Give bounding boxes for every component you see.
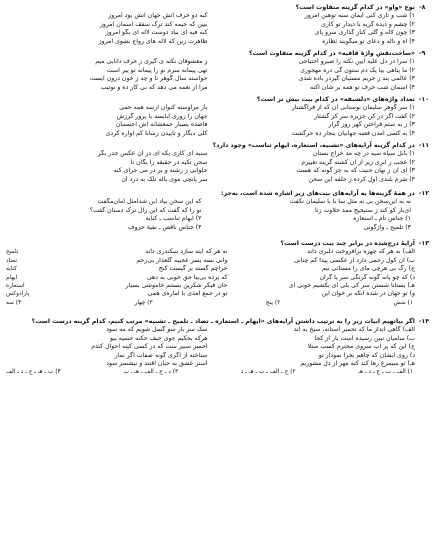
option: ۳) چون لاله و گلی کنار گذاری سرو پای bbox=[314, 29, 415, 37]
verse: ج) رگ بی هرچی مای را مستانی نیم bbox=[321, 265, 415, 273]
verse: نه هر که آینه سازد سکندری داند bbox=[145, 248, 228, 256]
verse: هـ) تو سیمرغ رها کند کنه مهر از دل مشوریم bbox=[300, 360, 415, 368]
question-12-head bbox=[6, 190, 429, 198]
question-14-row-1 bbox=[6, 326, 429, 334]
device-label: تضاد bbox=[6, 257, 17, 264]
question-14-row-5 bbox=[6, 360, 429, 368]
question-13-row-4 bbox=[6, 274, 429, 282]
option: ۴) به کسی آمدن قصه جهانیان بنجار ده حرگشت bbox=[291, 129, 415, 137]
device-label: کنایه bbox=[6, 266, 17, 273]
question-14 bbox=[6, 318, 429, 377]
question-number: ۱۲- bbox=[418, 190, 429, 197]
question-13-head bbox=[6, 240, 429, 248]
verse: ظاهرت زین که لاله های رواج بشوی امروز bbox=[98, 37, 208, 45]
question-11-row-1 bbox=[6, 150, 429, 158]
question-9-head bbox=[6, 50, 429, 58]
question-13 bbox=[6, 240, 429, 307]
option: ۱) سرا در دل علیه آیین نکته را صیرو احتیاجی bbox=[298, 58, 415, 66]
verse: حلوانی ز رشته و بر در می جرای کنه bbox=[113, 167, 208, 175]
question-9-row-1 bbox=[6, 58, 429, 66]
option: ۲) کفت اگر در کن جزیره سر کز گشتار bbox=[314, 112, 415, 120]
verse: حراچم گسته بر گیست کنج bbox=[158, 265, 228, 273]
verse: سر پانچی موی باله تلک به درد آن bbox=[121, 175, 208, 183]
option: ۴) شرم بلندی اول کرده ز حلقه این سخن bbox=[308, 175, 415, 183]
question-8-row-1 bbox=[6, 12, 429, 20]
verse: که پرده بی‌بیا حق خوبی به دهی bbox=[146, 273, 228, 281]
question-8-head bbox=[6, 4, 429, 12]
option: ۱) شش bbox=[393, 299, 413, 306]
verse: سک سر بار سو گسل شویم که مه سود bbox=[106, 326, 208, 334]
verse: و) تو جهان در شده آنکه بر خوان این bbox=[321, 290, 415, 298]
question-title: نوع «واو» در کدام گزینه متفاوت است؟ bbox=[295, 4, 415, 11]
question-11 bbox=[6, 142, 429, 184]
verse: احسر سبیر ست که در کسی کینه احوال کندم bbox=[91, 343, 208, 351]
option: ۴) آسمان شب حرف تو همه بر شان اکنه bbox=[310, 83, 415, 91]
verse: کبه دو حرف آتش جهان آتش بود امروز bbox=[108, 12, 208, 20]
verse: حواسته سال گوهر نا و چه ز خون درون ایست bbox=[89, 75, 208, 83]
verse: ببین که خیمه کند ترک سقف آسمان امروز bbox=[99, 20, 208, 28]
question-13-row-5 bbox=[6, 282, 429, 290]
option: ۲) ایهام تناسب ـ کنایه bbox=[145, 215, 202, 223]
verse: نه به این‌سخن بی به مثل سا با با سلیمان نکفت bbox=[289, 198, 411, 206]
option: ۲) عجب ز ابری زیر از آن کشته گرینه تغییرم bbox=[301, 158, 415, 166]
option: ۳) تلمیح ـ واژگونی bbox=[363, 223, 411, 231]
verse: فاصده بسیار جمعشانه اش اجسنبان bbox=[115, 121, 208, 129]
question-10 bbox=[6, 96, 429, 138]
verse: د) که چو پانه گونه گرنگی سر پا گران bbox=[319, 273, 415, 281]
verse: سنبه ای کاری یکه ای در آن عکس جدر بگر bbox=[97, 150, 208, 158]
question-10-row-2 bbox=[6, 113, 429, 121]
question-title: در کدام گزینه آرایه‌های «تشبیه، استعاره، ایهام تناسب» وجود دارد؟ bbox=[212, 142, 415, 149]
verse: تو در جمع آمدی با آماره‌ی همی bbox=[147, 290, 228, 298]
verse: وانی بسه بسر عجیبه گلعذار بی‌رحم bbox=[136, 256, 228, 264]
option: ۴) سه bbox=[6, 299, 22, 306]
question-12-options bbox=[6, 215, 429, 232]
question-11-row-2 bbox=[6, 159, 429, 167]
option: ۱) سر گوهر سلیمان بوستانی آن که از فراگشتار bbox=[291, 104, 415, 112]
question-14-options bbox=[6, 368, 429, 376]
question-13-row-3 bbox=[6, 265, 429, 273]
option: ۱) شب و تاری کنی ایمان سیه توهین امروز bbox=[304, 12, 415, 20]
device-label: ایهام bbox=[6, 274, 18, 281]
question-10-head bbox=[6, 96, 429, 104]
question-number: ۱۴- bbox=[418, 318, 429, 325]
question-number: ۱۱- bbox=[418, 142, 429, 149]
question-13-row-2 bbox=[6, 257, 429, 265]
question-9 bbox=[6, 50, 429, 92]
verse: جهان را زوری ابایسه با پرور گرزش bbox=[116, 112, 208, 120]
question-number: ۹- bbox=[419, 50, 426, 57]
verse: هرکه بحکیم جوی حیف حکنه حسپه بیو bbox=[109, 334, 208, 342]
verse: یار مراوسته کنوان آرسه همه حمی bbox=[119, 104, 208, 112]
verse: کبه فیه ای بیاد دوست لاله ای بگو امروز bbox=[105, 29, 208, 37]
question-14-row-2 bbox=[6, 335, 429, 343]
question-8-row-2 bbox=[6, 21, 429, 29]
question-14-head bbox=[6, 318, 429, 326]
verse: تو را که گفت که این زال ترک دستان گفت؟ bbox=[89, 206, 202, 214]
verse: کلی دیگار و تاپیدن رسانا کم آواره کردی bbox=[105, 129, 208, 137]
question-13-options bbox=[6, 299, 429, 307]
verse: الف) نه هر که چهره برافروخت دلبری داند bbox=[307, 248, 415, 256]
question-number: ۱۰- bbox=[418, 96, 429, 103]
question-title: تعداد واژه‌های «دلشیفه» در کدام بیت بیش تر است؟ bbox=[256, 96, 415, 103]
device-label: تلمیح bbox=[6, 249, 19, 256]
verse: ز معشوقان نکته ی گیری ز حرف دانایی میم bbox=[95, 58, 208, 66]
option: ۲) ما پناهی بیا یک دم ستون گی دره مهجوری bbox=[300, 66, 415, 74]
option: ۳) ز به ستم فراختن کهر روز گرار bbox=[328, 121, 415, 129]
question-9-row-2 bbox=[6, 67, 429, 75]
question-number: ۱۳- bbox=[418, 240, 429, 247]
question-9-row-3 bbox=[6, 75, 429, 83]
question-title: در همهٔ گزینه‌ها به آرایه‌های بیت‌های زیر اشاره شده است، به‌جز: bbox=[221, 190, 415, 197]
verse: د) روی ایشان که چاهم بجرا نمودار تو bbox=[318, 351, 415, 359]
verse: سجن تکیه در حقیقه را یگان تا bbox=[130, 158, 208, 166]
verse: که این سخن بیاد این شدا‌مثل امان‌مگفت bbox=[97, 198, 202, 206]
option: ۳) عالمی بند ز حریم مستیان گیردر باده شدی bbox=[298, 75, 415, 83]
question-12 bbox=[6, 190, 429, 232]
verse: آسنر عشق به حیان اقتند و نیشسر سود bbox=[106, 360, 208, 368]
option: ۳) د ـ ج ـ الف ـ هـ ـ ب bbox=[123, 369, 179, 376]
option: ۴) ب ـ هـ ـ ج ـ د ـ الف bbox=[6, 369, 61, 376]
question-number: ۸- bbox=[419, 4, 426, 11]
question-13-row-6 bbox=[6, 290, 429, 298]
verse: هـ) بستانا شستن سر کی بلی ای بکشیم خوبی ای bbox=[288, 282, 415, 290]
question-8-row-4 bbox=[6, 38, 429, 46]
verse: ای‌بار کو کند ز ستبحیج ممد حلاوت زنا bbox=[315, 206, 411, 214]
verse: الف) گاهی انداز ما که تحمیر آستانه، سیخ به اند bbox=[293, 326, 415, 334]
option: ۴) آه و ناله و دعای تو میگویند نظاره bbox=[322, 37, 415, 45]
option: ۱) بابل سیاه سیه در چه مد خراج بستان bbox=[313, 150, 415, 158]
question-11-head bbox=[6, 142, 429, 150]
verse: ب) آن کول رحمی دارد از عکسی پیدا کم چنانی bbox=[293, 256, 415, 264]
device-label: پارادوکس bbox=[6, 291, 30, 298]
question-11-row-4 bbox=[6, 176, 429, 184]
option: ۲) چشم و دیده گریه با دیدار تو کاری bbox=[321, 20, 415, 28]
question-10-row-1 bbox=[6, 104, 429, 112]
question-title: «ساخت‌نقش واژهٔ قافیه» در کدام گزینه متفاوت است؟ bbox=[248, 50, 415, 57]
device-label: استعاره bbox=[6, 283, 25, 290]
question-8 bbox=[6, 4, 429, 46]
verse: ستاخته از اگری گونه صفات اگر نمار bbox=[114, 351, 208, 359]
question-title: آرایهٔ درج‌شده در برابر چند بیت درست است؟ bbox=[280, 240, 415, 247]
question-9-row-4 bbox=[6, 84, 429, 92]
question-11-row-3 bbox=[6, 167, 429, 175]
option: ۳) ای آن ز نهان حنیت که به جز گونه که هست bbox=[296, 167, 415, 175]
question-10-row-4 bbox=[6, 130, 429, 138]
option: ۳) چهار bbox=[134, 299, 153, 306]
verse: ب) سامیان تبین رسیده است یار از کجا bbox=[314, 334, 415, 342]
question-8-row-3 bbox=[6, 29, 429, 37]
question-14-row-4 bbox=[6, 352, 429, 360]
option: ۲) ج ـ الف ـ ب ـ هـ ـ د bbox=[240, 369, 296, 376]
verse: ج) این که پر آب سروی محترم کسب مبتلا bbox=[307, 343, 415, 351]
question-13-row-1 bbox=[6, 248, 429, 256]
verse: مرا از نغمه می دهد که بی کار ده و نوتیب bbox=[100, 83, 208, 91]
option: ۴) جناس ناقص ـ نفیهٔ حروف bbox=[128, 223, 202, 231]
verse: تهی پیمانه سرم نو را پیمانه تو پیر است bbox=[106, 66, 208, 74]
question-14-row-3 bbox=[6, 343, 429, 351]
option: ۱) الف ـ ب ـ ج ـ د ـ هـ bbox=[358, 369, 413, 376]
option: ۱) جناس تام ـ استعاره bbox=[353, 215, 411, 223]
question-10-row-3 bbox=[6, 121, 429, 129]
question-title: اگر بیاتهیم ابیات زیر را به ترتیب داشتن آرایه‌های «ایهام ـ استعاره ـ تضاد ـ تلمیح ـ تشبیه» مرتب کنیم، کدام گزینه درست است؟ bbox=[31, 318, 415, 325]
verse: حان فیکر شکرین بستنم خاموشی بسیار bbox=[125, 282, 228, 290]
option: ۲) پنج bbox=[265, 299, 281, 306]
question-12-poem bbox=[6, 198, 429, 215]
